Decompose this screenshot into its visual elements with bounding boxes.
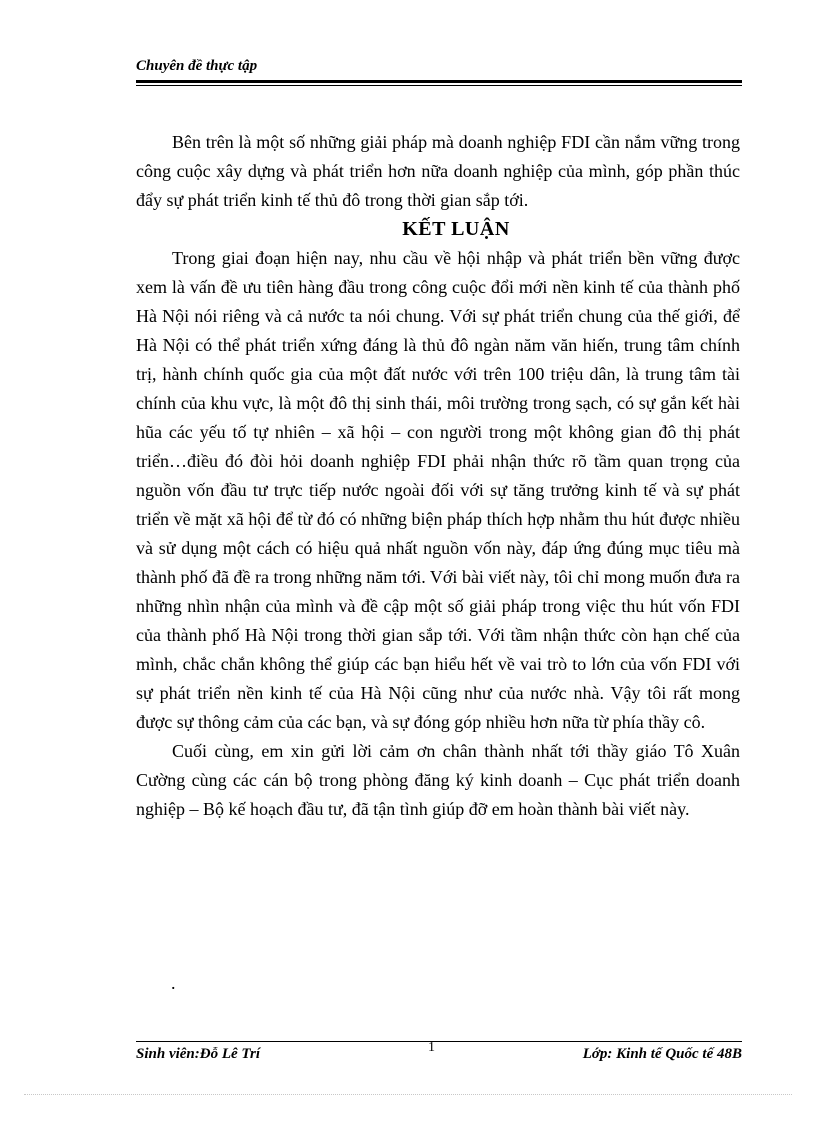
conclusion-paragraph-2: Cuối cùng, em xin gửi lời cảm ơn chân thành nhất tới thầy giáo Tô Xuân Cường cùng các cán bộ trong phòng đăng ký kinh doanh – Cục phát triển doanh nghiệp – Bộ kế hoạch đầu tư, đã tận tình giúp đỡ em hoàn thành bài viết này. [136,741,740,819]
footer-page-number: 1 [428,1040,435,1055]
header-title: Chuyên đề thực tập [136,58,258,74]
footer-student: Sinh viên:Đỗ Lê Trí [136,1046,261,1062]
conclusion-paragraph-1: Trong giai đoạn hiện nay, nhu cầu về hội nhập và phát triển bền vững được xem là vấn đề ưu tiên hàng đầu trong công cuộc đổi mới nền kinh tế của thành phố Hà Nội nói riêng và cả nước ta nói chung. Với sự phát triển chung của thế giới, để Hà Nội có thể phát triển xứng đáng là thủ đô ngàn năm văn hiến, trung tâm chính trị, hành chính quốc gia của một đất nước với trên 100 triệu dân, là trung tâm tài chính của khu vực, là một đô thị sinh thái, môi trường trong sạch, có sự gắn kết hài hũa các yếu tố tự nhiên – xã hội – con người trong một không gian đô thị phát triển…điều đó đòi hỏi doanh nghiệp FDI phải nhận thức rõ tầm quan trọng của nguồn vốn đầu tư trực tiếp nước ngoài đối với sự tăng trưởng kinh tế và sự phát triển về mặt xã hội để từ đó có những biện pháp thích hợp nhằm thu hút được nhiều và sử dụng một cách có hiệu quả nhất nguồn vốn này, đáp ứng đúng mục tiêu mà thành phố đã đề ra trong những năm tới. Với bài viết này, tôi chỉ mong muốn đưa ra những nhìn nhận của mình và đề cập một số giải pháp trong việc thu hút vốn FDI của thành phố Hà Nội trong thời gian sắp tới. Với tầm nhận thức còn hạn chế của mình, chắc chắn không thể giúp các bạn hiểu hết về vai trò to lớn của vốn FDI với sự phát triển nền kinh tế của Hà Nội cũng như của nước nhà. Vậy tôi rất mong được sự thông cảm của các bạn, và sự đóng góp nhiều hơn nữa từ phía thầy cô. [136,248,740,732]
intro-paragraph: Bên trên là một số những giải pháp mà doanh nghiệp FDI cần nắm vững trong công cuộc xây dựng và phát triển hơn nữa doanh nghiệp của mình, góp phần thúc đẩy sự phát triển kinh tế thủ đô trong thời gian sắp tới. [136,132,740,210]
page-bottom-border [24,1094,792,1095]
footer-row [136,1042,742,1066]
page-header [136,56,742,86]
conclusion-heading: KẾT LUẬN [402,218,510,240]
page-footer [136,1041,742,1066]
trailing-dot: . [171,973,176,993]
header-rule [136,80,742,86]
document-body [136,128,740,824]
footer-class: Lớp: Kinh tế Quốc tế 48B [582,1046,742,1062]
